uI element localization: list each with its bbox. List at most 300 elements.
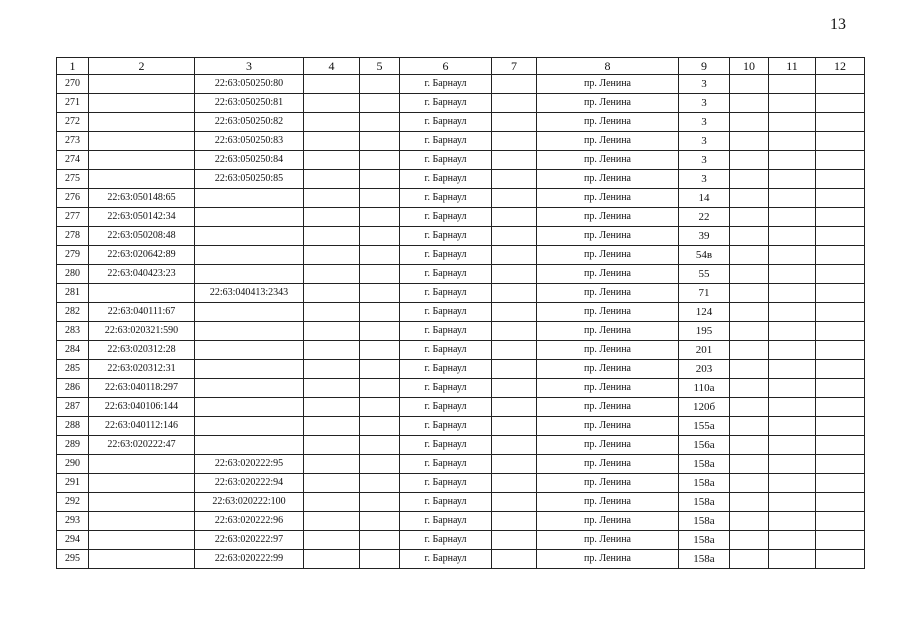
street-cell: пр. Ленина xyxy=(537,474,679,493)
row-number-cell: 290 xyxy=(57,455,89,474)
cadastral-number-2-cell: 22:63:040111:67 xyxy=(89,303,195,322)
col-5-cell xyxy=(360,531,400,550)
city-cell: г. Барнаул xyxy=(400,341,492,360)
col-11-cell xyxy=(769,75,816,94)
col-4-cell xyxy=(304,75,360,94)
house-number-cell: 158а xyxy=(679,474,730,493)
house-number-cell: 39 xyxy=(679,227,730,246)
col-12-cell xyxy=(816,113,865,132)
city-cell: г. Барнаул xyxy=(400,265,492,284)
col-12-cell xyxy=(816,227,865,246)
col-7-cell xyxy=(492,75,537,94)
row-number-cell: 293 xyxy=(57,512,89,531)
table-row xyxy=(57,113,865,132)
table-row xyxy=(57,303,865,322)
street-cell: пр. Ленина xyxy=(537,284,679,303)
col-12-cell xyxy=(816,474,865,493)
house-number-cell: 3 xyxy=(679,170,730,189)
table-row xyxy=(57,474,865,493)
col-7-cell xyxy=(492,265,537,284)
col-11-cell xyxy=(769,493,816,512)
col-4-cell xyxy=(304,550,360,569)
house-number-cell: 55 xyxy=(679,265,730,284)
table-row xyxy=(57,189,865,208)
cadastral-number-3-cell: 22:63:050250:82 xyxy=(195,113,304,132)
street-cell: пр. Ленина xyxy=(537,455,679,474)
cadastral-number-3-cell: 22:63:020222:99 xyxy=(195,550,304,569)
cadastral-number-2-cell xyxy=(89,493,195,512)
house-number-cell: 203 xyxy=(679,360,730,379)
table-row xyxy=(57,265,865,284)
city-cell: г. Барнаул xyxy=(400,512,492,531)
col-5-cell xyxy=(360,379,400,398)
cadastral-number-3-cell xyxy=(195,341,304,360)
col-5-cell xyxy=(360,341,400,360)
row-number-cell: 271 xyxy=(57,94,89,113)
col-11-cell xyxy=(769,208,816,227)
col-4-cell xyxy=(304,284,360,303)
table-row xyxy=(57,227,865,246)
cadastral-number-3-cell: 22:63:020222:94 xyxy=(195,474,304,493)
col-12-cell xyxy=(816,360,865,379)
col-10-cell xyxy=(730,531,769,550)
col-5-cell xyxy=(360,170,400,189)
col-11-cell xyxy=(769,436,816,455)
col-11-cell xyxy=(769,151,816,170)
house-number-cell: 158а xyxy=(679,455,730,474)
house-number-cell: 3 xyxy=(679,94,730,113)
col-10-cell xyxy=(730,493,769,512)
col-7-cell xyxy=(492,550,537,569)
table-row xyxy=(57,398,865,417)
cadastral-number-2-cell: 22:63:040423:23 xyxy=(89,265,195,284)
header-row xyxy=(57,58,865,75)
row-number-cell: 280 xyxy=(57,265,89,284)
cadastral-number-2-cell: 22:63:020312:28 xyxy=(89,341,195,360)
table-row xyxy=(57,512,865,531)
house-number-cell: 3 xyxy=(679,132,730,151)
row-number-cell: 279 xyxy=(57,246,89,265)
table-row xyxy=(57,360,865,379)
col-12-cell xyxy=(816,284,865,303)
column-header: 1 xyxy=(57,58,89,75)
row-number-cell: 284 xyxy=(57,341,89,360)
col-10-cell xyxy=(730,322,769,341)
cadastral-number-2-cell: 22:63:020321:590 xyxy=(89,322,195,341)
col-7-cell xyxy=(492,113,537,132)
col-12-cell xyxy=(816,132,865,151)
col-11-cell xyxy=(769,284,816,303)
col-4-cell xyxy=(304,341,360,360)
row-number-cell: 283 xyxy=(57,322,89,341)
city-cell: г. Барнаул xyxy=(400,322,492,341)
row-number-cell: 288 xyxy=(57,417,89,436)
city-cell: г. Барнаул xyxy=(400,94,492,113)
house-number-cell: 3 xyxy=(679,151,730,170)
col-7-cell xyxy=(492,531,537,550)
col-10-cell xyxy=(730,436,769,455)
row-number-cell: 287 xyxy=(57,398,89,417)
cadastral-number-3-cell: 22:63:020222:96 xyxy=(195,512,304,531)
col-10-cell xyxy=(730,303,769,322)
cadastral-number-3-cell: 22:63:050250:85 xyxy=(195,170,304,189)
col-4-cell xyxy=(304,417,360,436)
col-12-cell xyxy=(816,170,865,189)
house-number-cell: 54в xyxy=(679,246,730,265)
street-cell: пр. Ленина xyxy=(537,151,679,170)
cadastral-number-2-cell xyxy=(89,512,195,531)
col-7-cell xyxy=(492,474,537,493)
cadastral-number-2-cell xyxy=(89,151,195,170)
col-12-cell xyxy=(816,189,865,208)
col-7-cell xyxy=(492,246,537,265)
house-number-cell: 156а xyxy=(679,436,730,455)
street-cell: пр. Ленина xyxy=(537,322,679,341)
col-11-cell xyxy=(769,303,816,322)
city-cell: г. Барнаул xyxy=(400,531,492,550)
col-5-cell xyxy=(360,493,400,512)
column-header: 9 xyxy=(679,58,730,75)
cadastral-number-3-cell: 22:63:040413:2343 xyxy=(195,284,304,303)
col-7-cell xyxy=(492,303,537,322)
house-number-cell: 155а xyxy=(679,417,730,436)
col-4-cell xyxy=(304,113,360,132)
house-number-cell: 201 xyxy=(679,341,730,360)
street-cell: пр. Ленина xyxy=(537,436,679,455)
street-cell: пр. Ленина xyxy=(537,398,679,417)
col-7-cell xyxy=(492,341,537,360)
col-7-cell xyxy=(492,360,537,379)
col-4-cell xyxy=(304,151,360,170)
col-5-cell xyxy=(360,455,400,474)
cadastral-number-3-cell xyxy=(195,379,304,398)
col-4-cell xyxy=(304,170,360,189)
row-number-cell: 285 xyxy=(57,360,89,379)
street-cell: пр. Ленина xyxy=(537,208,679,227)
col-4-cell xyxy=(304,455,360,474)
col-7-cell xyxy=(492,284,537,303)
row-number-cell: 277 xyxy=(57,208,89,227)
table-row xyxy=(57,379,865,398)
city-cell: г. Барнаул xyxy=(400,455,492,474)
street-cell: пр. Ленина xyxy=(537,132,679,151)
col-4-cell xyxy=(304,493,360,512)
table-row xyxy=(57,132,865,151)
street-cell: пр. Ленина xyxy=(537,550,679,569)
table-row xyxy=(57,170,865,189)
col-11-cell xyxy=(769,455,816,474)
street-cell: пр. Ленина xyxy=(537,341,679,360)
row-number-cell: 291 xyxy=(57,474,89,493)
cadastral-number-2-cell xyxy=(89,113,195,132)
house-number-cell: 22 xyxy=(679,208,730,227)
street-cell: пр. Ленина xyxy=(537,265,679,284)
col-12-cell xyxy=(816,550,865,569)
column-header: 6 xyxy=(400,58,492,75)
col-12-cell xyxy=(816,208,865,227)
cadastral-number-3-cell xyxy=(195,227,304,246)
col-7-cell xyxy=(492,512,537,531)
col-10-cell xyxy=(730,360,769,379)
col-5-cell xyxy=(360,417,400,436)
street-cell: пр. Ленина xyxy=(537,417,679,436)
house-number-cell: 158а xyxy=(679,493,730,512)
col-5-cell xyxy=(360,113,400,132)
city-cell: г. Барнаул xyxy=(400,189,492,208)
col-11-cell xyxy=(769,531,816,550)
table-row xyxy=(57,455,865,474)
col-12-cell xyxy=(816,151,865,170)
city-cell: г. Барнаул xyxy=(400,474,492,493)
city-cell: г. Барнаул xyxy=(400,132,492,151)
row-number-cell: 270 xyxy=(57,75,89,94)
col-5-cell xyxy=(360,132,400,151)
col-10-cell xyxy=(730,474,769,493)
col-11-cell xyxy=(769,246,816,265)
cadastral-number-2-cell: 22:63:050142:34 xyxy=(89,208,195,227)
col-5-cell xyxy=(360,246,400,265)
cadastral-number-3-cell: 22:63:050250:84 xyxy=(195,151,304,170)
street-cell: пр. Ленина xyxy=(537,113,679,132)
col-10-cell xyxy=(730,379,769,398)
col-11-cell xyxy=(769,550,816,569)
col-7-cell xyxy=(492,436,537,455)
col-12-cell xyxy=(816,436,865,455)
house-number-cell: 195 xyxy=(679,322,730,341)
cadastral-number-3-cell: 22:63:050250:81 xyxy=(195,94,304,113)
cadastral-number-3-cell xyxy=(195,265,304,284)
row-number-cell: 274 xyxy=(57,151,89,170)
col-12-cell xyxy=(816,303,865,322)
cadastral-number-2-cell xyxy=(89,75,195,94)
registry-table xyxy=(56,57,865,569)
row-number-cell: 272 xyxy=(57,113,89,132)
house-number-cell: 120б xyxy=(679,398,730,417)
city-cell: г. Барнаул xyxy=(400,360,492,379)
cadastral-number-3-cell xyxy=(195,417,304,436)
col-5-cell xyxy=(360,284,400,303)
col-11-cell xyxy=(769,379,816,398)
street-cell: пр. Ленина xyxy=(537,227,679,246)
house-number-cell: 124 xyxy=(679,303,730,322)
cadastral-number-3-cell: 22:63:050250:80 xyxy=(195,75,304,94)
col-10-cell xyxy=(730,75,769,94)
col-4-cell xyxy=(304,512,360,531)
cadastral-number-2-cell xyxy=(89,94,195,113)
cadastral-number-2-cell: 22:63:050148:65 xyxy=(89,189,195,208)
col-4-cell xyxy=(304,398,360,417)
col-10-cell xyxy=(730,189,769,208)
col-12-cell xyxy=(816,531,865,550)
col-5-cell xyxy=(360,360,400,379)
row-number-cell: 275 xyxy=(57,170,89,189)
street-cell: пр. Ленина xyxy=(537,170,679,189)
cadastral-number-2-cell xyxy=(89,284,195,303)
col-7-cell xyxy=(492,493,537,512)
col-12-cell xyxy=(816,455,865,474)
col-12-cell xyxy=(816,265,865,284)
table-row xyxy=(57,208,865,227)
col-4-cell xyxy=(304,265,360,284)
col-7-cell xyxy=(492,132,537,151)
col-11-cell xyxy=(769,113,816,132)
col-10-cell xyxy=(730,132,769,151)
table-row xyxy=(57,94,865,113)
row-number-cell: 286 xyxy=(57,379,89,398)
table-row xyxy=(57,322,865,341)
col-5-cell xyxy=(360,151,400,170)
col-12-cell xyxy=(816,246,865,265)
cadastral-number-2-cell xyxy=(89,132,195,151)
row-number-cell: 273 xyxy=(57,132,89,151)
cadastral-number-2-cell xyxy=(89,455,195,474)
row-number-cell: 276 xyxy=(57,189,89,208)
row-number-cell: 294 xyxy=(57,531,89,550)
col-7-cell xyxy=(492,94,537,113)
street-cell: пр. Ленина xyxy=(537,94,679,113)
col-4-cell xyxy=(304,303,360,322)
city-cell: г. Барнаул xyxy=(400,493,492,512)
col-10-cell xyxy=(730,341,769,360)
row-number-cell: 278 xyxy=(57,227,89,246)
cadastral-number-3-cell xyxy=(195,398,304,417)
cadastral-number-2-cell: 22:63:040106:144 xyxy=(89,398,195,417)
house-number-cell: 158а xyxy=(679,512,730,531)
cadastral-number-3-cell xyxy=(195,360,304,379)
col-12-cell xyxy=(816,322,865,341)
table-row xyxy=(57,550,865,569)
col-12-cell xyxy=(816,379,865,398)
street-cell: пр. Ленина xyxy=(537,189,679,208)
house-number-cell: 71 xyxy=(679,284,730,303)
col-11-cell xyxy=(769,360,816,379)
street-cell: пр. Ленина xyxy=(537,512,679,531)
col-5-cell xyxy=(360,189,400,208)
col-7-cell xyxy=(492,170,537,189)
row-number-cell: 281 xyxy=(57,284,89,303)
col-12-cell xyxy=(816,341,865,360)
city-cell: г. Барнаул xyxy=(400,417,492,436)
col-11-cell xyxy=(769,227,816,246)
cadastral-number-2-cell xyxy=(89,550,195,569)
city-cell: г. Барнаул xyxy=(400,284,492,303)
col-7-cell xyxy=(492,455,537,474)
cadastral-number-3-cell xyxy=(195,322,304,341)
city-cell: г. Барнаул xyxy=(400,227,492,246)
table-row xyxy=(57,493,865,512)
cadastral-number-2-cell: 22:63:040118:297 xyxy=(89,379,195,398)
col-10-cell xyxy=(730,113,769,132)
col-7-cell xyxy=(492,208,537,227)
table-row xyxy=(57,151,865,170)
col-10-cell xyxy=(730,170,769,189)
col-4-cell xyxy=(304,246,360,265)
col-10-cell xyxy=(730,455,769,474)
col-7-cell xyxy=(492,151,537,170)
col-4-cell xyxy=(304,474,360,493)
col-10-cell xyxy=(730,94,769,113)
col-11-cell xyxy=(769,265,816,284)
cadastral-number-3-cell xyxy=(195,208,304,227)
table-row xyxy=(57,246,865,265)
house-number-cell: 158а xyxy=(679,531,730,550)
city-cell: г. Барнаул xyxy=(400,208,492,227)
col-4-cell xyxy=(304,436,360,455)
col-5-cell xyxy=(360,303,400,322)
col-5-cell xyxy=(360,550,400,569)
col-12-cell xyxy=(816,398,865,417)
cadastral-number-3-cell xyxy=(195,303,304,322)
col-12-cell xyxy=(816,512,865,531)
column-header: 5 xyxy=(360,58,400,75)
col-4-cell xyxy=(304,94,360,113)
house-number-cell: 3 xyxy=(679,75,730,94)
col-4-cell xyxy=(304,379,360,398)
col-11-cell xyxy=(769,132,816,151)
col-4-cell xyxy=(304,227,360,246)
col-11-cell xyxy=(769,417,816,436)
col-10-cell xyxy=(730,417,769,436)
city-cell: г. Барнаул xyxy=(400,113,492,132)
col-11-cell xyxy=(769,512,816,531)
col-10-cell xyxy=(730,398,769,417)
table-row xyxy=(57,341,865,360)
col-11-cell xyxy=(769,170,816,189)
col-7-cell xyxy=(492,417,537,436)
col-4-cell xyxy=(304,322,360,341)
cadastral-number-3-cell xyxy=(195,436,304,455)
cadastral-number-3-cell: 22:63:020222:97 xyxy=(195,531,304,550)
col-5-cell xyxy=(360,94,400,113)
column-header: 3 xyxy=(195,58,304,75)
col-5-cell xyxy=(360,265,400,284)
city-cell: г. Барнаул xyxy=(400,151,492,170)
col-5-cell xyxy=(360,322,400,341)
cadastral-number-2-cell: 22:63:020222:47 xyxy=(89,436,195,455)
column-header: 8 xyxy=(537,58,679,75)
col-7-cell xyxy=(492,322,537,341)
col-5-cell xyxy=(360,75,400,94)
col-10-cell xyxy=(730,550,769,569)
table-row xyxy=(57,436,865,455)
city-cell: г. Барнаул xyxy=(400,75,492,94)
column-header: 4 xyxy=(304,58,360,75)
col-7-cell xyxy=(492,227,537,246)
col-4-cell xyxy=(304,132,360,151)
col-10-cell xyxy=(730,246,769,265)
col-5-cell xyxy=(360,398,400,417)
col-4-cell xyxy=(304,208,360,227)
house-number-cell: 158а xyxy=(679,550,730,569)
city-cell: г. Барнаул xyxy=(400,379,492,398)
col-12-cell xyxy=(816,94,865,113)
col-12-cell xyxy=(816,493,865,512)
table-row xyxy=(57,531,865,550)
column-header: 7 xyxy=(492,58,537,75)
table-row xyxy=(57,284,865,303)
col-10-cell xyxy=(730,208,769,227)
column-header: 2 xyxy=(89,58,195,75)
col-11-cell xyxy=(769,94,816,113)
city-cell: г. Барнаул xyxy=(400,170,492,189)
house-number-cell: 110а xyxy=(679,379,730,398)
table-row xyxy=(57,75,865,94)
col-4-cell xyxy=(304,360,360,379)
col-11-cell xyxy=(769,474,816,493)
col-10-cell xyxy=(730,284,769,303)
cadastral-number-2-cell xyxy=(89,170,195,189)
city-cell: г. Барнаул xyxy=(400,246,492,265)
